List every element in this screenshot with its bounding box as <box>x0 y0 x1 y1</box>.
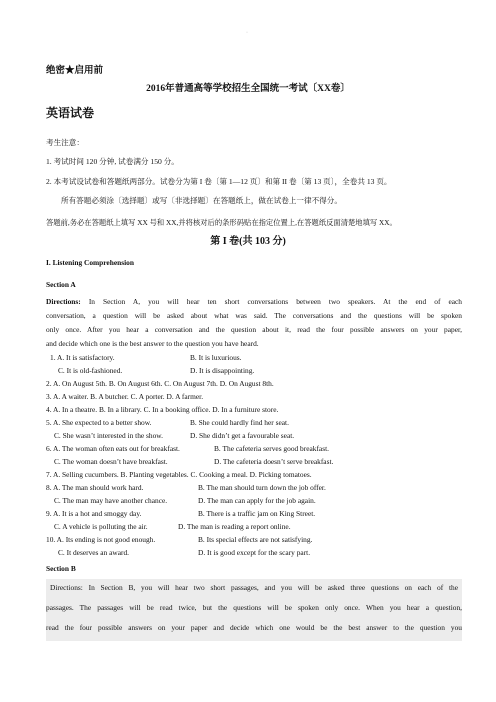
section-b-directions-line-3: read the four possible answers on your paper and decide which one would be the best answer to the question you <box>46 623 462 632</box>
q9-option-d: D. The man is reading a report online. <box>178 522 291 531</box>
section-b-directions-line-2: passages. The passages will be read twice, but the questions will be spoken only once. When you hear a question, <box>46 603 462 612</box>
q6-option-a: 6. A. The woman often eats out for breakfast. <box>46 444 180 453</box>
question-2: 2. A. On August 5th. B. On August 6th. C. On August 7th. D. On August 8th. <box>46 379 274 388</box>
q10-option-a: 10. A. Its ending is not good enough. <box>46 535 156 544</box>
q5-option-c: C. She wasn’t interested in the show. <box>54 431 163 440</box>
section-b-directions-line-1: Directions: In Section B, you will hear two short passages, and you will be asked three questions on each of the <box>50 583 458 592</box>
section-b-heading: Section B <box>46 564 76 573</box>
q10-option-c: C. It deserves an award. <box>58 548 130 557</box>
notice-item-2: 2. 本考试设试卷和答题纸两部分。试卷分为第 I 卷〔第 1—12 页〕和第 II 卷〔第 13 页〕，全卷共 13 页。 <box>46 177 392 186</box>
section-a-directions-line-1: Directions: In Section A, you will hear ten short conversations between two speakers. At the end of each <box>46 297 462 306</box>
page-top-dot: · <box>246 30 248 36</box>
q5-option-d: D. She didn’t get a favourable seat. <box>190 431 295 440</box>
q8-option-c: C. The man may have another chance. <box>54 496 168 505</box>
question-4: 4. A. In a theatre. B. In a library. C. In a booking office. D. In a furniture store. <box>46 405 279 414</box>
q10-option-b: B. Its special effects are not satisfying. <box>198 535 313 544</box>
q9-option-c: C. A vehicle is polluting the air. <box>54 522 148 531</box>
q6-option-c: C. The woman doesn’t have breakfast. <box>54 457 168 466</box>
q8-option-a: 8. A. The man should work hard. <box>46 483 144 492</box>
q1-option-a: 1. A. It is satisfactory. <box>50 353 115 362</box>
q9-option-b: B. There is a traffic jam on King Street. <box>198 509 316 518</box>
notice-item-1: 1. 考试时间 120 分钟, 试卷满分 150 分。 <box>46 157 179 166</box>
part-1-heading: 第 I 卷(共 103 分) <box>210 236 286 247</box>
question-7: 7. A. Selling cucumbers. B. Planting vegetables. C. Cooking a meal. D. Picking tomatoes. <box>46 470 312 479</box>
exam-title: 2016年普通高等学校招生全国统一考试〔XX卷〕 <box>146 84 350 94</box>
q1-option-d: D. It is disappointing. <box>190 366 255 375</box>
section-a-heading: Section A <box>46 280 76 289</box>
subject-title: 英语试卷 <box>46 106 95 120</box>
q8-option-d: D. The man can apply for the job again. <box>198 496 316 505</box>
q1-option-b: B. It is luxurious. <box>190 353 242 362</box>
q6-option-d: D. The cafeteria doesn’t serve breakfast. <box>214 457 334 466</box>
q8-option-b: B. The man should turn down the job offer. <box>198 483 326 492</box>
directions-label: Directions: <box>46 297 81 306</box>
notice-instruction: 答题前,务必在答题纸上填写 XX 号和 XX,并将核对后的条形码贴在指定位置上,在答题纸反面清楚地填写 XX。 <box>46 218 397 227</box>
secret-label: 绝密★启用前 <box>46 66 104 76</box>
notice-heading: 考生注意： <box>46 138 84 147</box>
q5-option-a: 5. A. She expected to a better show. <box>46 418 152 427</box>
q1-option-c: C. It is old-fashioned. <box>58 366 123 375</box>
section-a-directions-line-4: and decide which one is the best answer to the question you have heard. <box>46 339 259 348</box>
question-3: 3. A. A waiter. B. A butcher. C. A porter. D. A farmer. <box>46 392 204 401</box>
notice-item-2-cont: 所有答题必须涂〔选择题〕或写〔非选择题〕在答题纸上，做在试卷上一律不得分。 <box>61 196 342 205</box>
q6-option-b: B. The cafeteria serves good breakfast. <box>214 444 329 453</box>
q9-option-a: 9. A. It is a hot and smoggy day. <box>46 509 142 518</box>
section-a-directions-line-2: conversation, a question will be asked about what was said. The conversations and the questions will be spoken <box>46 311 462 320</box>
q10-option-d: D. It is good except for the scary part. <box>198 548 311 557</box>
section-a-directions-line-3: only once. After you hear a conversation and the question about it, read the four possible answers on your paper, <box>46 325 462 334</box>
q5-option-b: B. She could hardly find her seat. <box>190 418 289 427</box>
section-i-heading: I. Listening Comprehension <box>46 258 134 267</box>
